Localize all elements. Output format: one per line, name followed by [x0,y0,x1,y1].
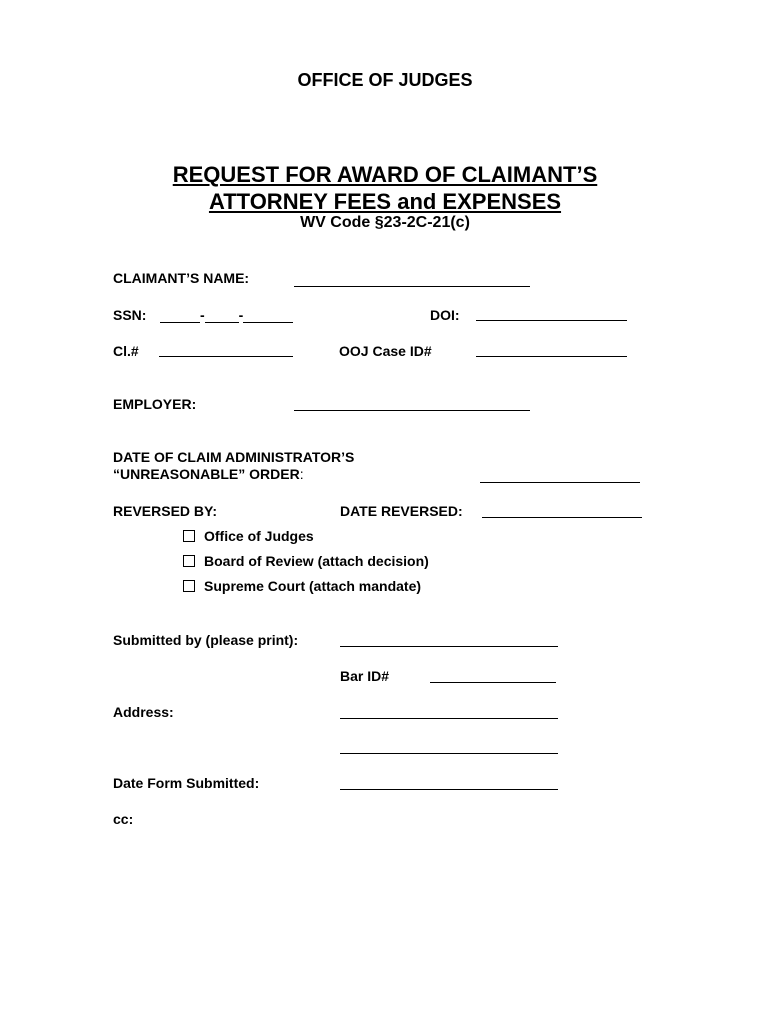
claimant-name-label: CLAIMANT’S NAME: [113,270,250,286]
claimant-name-field[interactable] [294,286,530,287]
option-supreme-court[interactable] [183,578,421,594]
ssn-part-3[interactable] [243,308,293,323]
ssn-part-1[interactable] [160,308,200,323]
date-reversed-field[interactable] [482,517,642,518]
ooj-case-field[interactable] [476,356,627,357]
reversed-by-label: REVERSED BY: [113,503,217,519]
office-heading: OFFICE OF JUDGES [297,70,473,90]
supreme-court-checkbox[interactable] [183,580,195,592]
submitted-by-label: Submitted by (please print): [113,632,299,648]
board-of-review-checkbox[interactable] [183,555,195,567]
date-submitted-label: Date Form Submitted: [113,775,260,791]
order-date-label-line-2 [113,466,304,482]
date-reversed-label: DATE REVERSED: [340,503,463,519]
ooj-case-label: OOJ Case ID# [339,343,432,359]
doi-field[interactable] [476,320,627,321]
cc-label: cc: [113,811,134,827]
bar-id-field[interactable] [430,682,556,683]
ssn-field[interactable] [160,307,293,323]
ssn-label: SSN: [113,307,147,323]
board-of-review-label: Board of Review (attach decision) [204,553,429,569]
order-date-colon: : [299,466,304,482]
ssn-part-2[interactable] [205,308,239,323]
option-board-of-review[interactable] [183,553,429,569]
order-date-label-line-1: DATE OF CLAIM ADMINISTRATOR’S [113,449,355,465]
office-of-judges-label: Office of Judges [204,528,314,544]
doi-label: DOI: [430,307,460,323]
order-date-field[interactable] [480,482,640,483]
address-field-line-1[interactable] [340,718,558,719]
date-submitted-field[interactable] [340,789,558,790]
employer-label: EMPLOYER: [113,396,197,412]
claim-number-field[interactable] [159,356,293,357]
address-field-line-2[interactable] [340,753,558,754]
form-title-line-1: REQUEST FOR AWARD OF CLAIMANT’S [172,162,598,187]
submitted-by-field[interactable] [340,646,558,647]
ssn-dash-2: - [238,307,244,323]
option-office-of-judges[interactable] [183,528,314,544]
form-title-line-2: ATTORNEY FEES and EXPENSES [208,189,562,214]
statute-code: WV Code §23-2C-21(c) [300,214,470,231]
claim-number-label: Cl.# [113,343,139,359]
address-label: Address: [113,704,174,720]
order-date-label-text: “UNREASONABLE” ORDER [113,466,300,482]
bar-id-label: Bar ID# [340,668,390,684]
supreme-court-label: Supreme Court (attach mandate) [204,578,422,594]
office-of-judges-checkbox[interactable] [183,530,195,542]
employer-field[interactable] [294,410,530,411]
ssn-dash-1: - [200,307,205,323]
